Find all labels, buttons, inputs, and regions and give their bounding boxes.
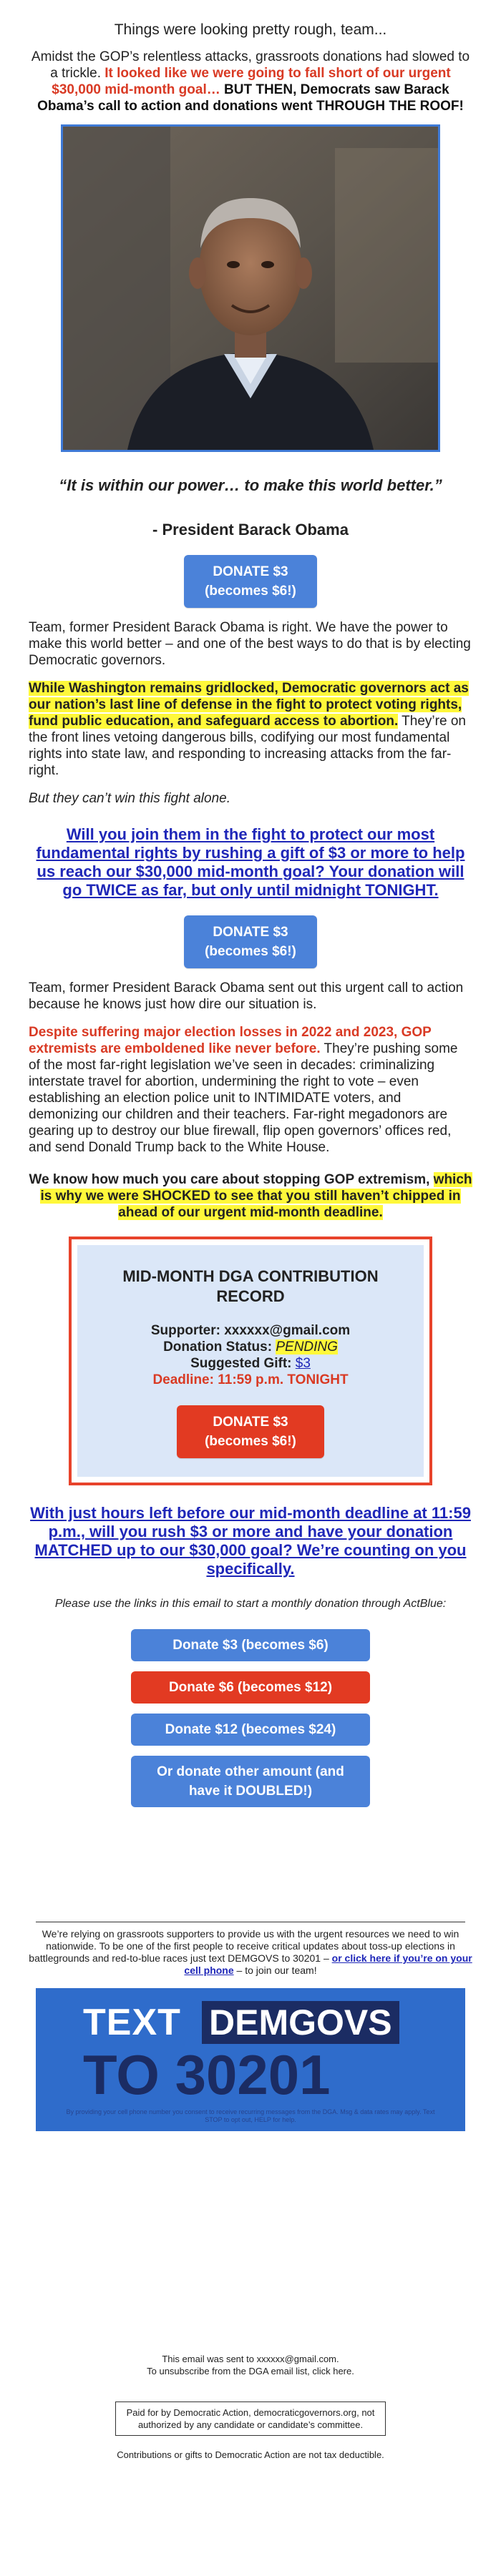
body-italic: But they can’t win this fight alone. bbox=[29, 791, 230, 806]
status-value: PENDING bbox=[276, 1339, 338, 1355]
body-paragraph-2 bbox=[29, 680, 472, 779]
intro-red-text: It looked like we were going to fall short of our urgent $30,000 mid-month goal… bbox=[52, 66, 451, 97]
banner-keyword: DEMGOVS bbox=[202, 2001, 399, 2044]
banner-number: TO 30201 bbox=[83, 2043, 331, 2106]
body-paragraph-4: Team, former President Barack Obama sent out this urgent call to action because he knows just how dire our situation is. bbox=[29, 980, 464, 1012]
body-paragraph-6 bbox=[29, 1171, 472, 1221]
other-label-1: Or donate other amount (and bbox=[157, 1764, 344, 1779]
record-title-1: MID-MONTH DGA CONTRIBUTION bbox=[122, 1267, 379, 1285]
donate-button-middle[interactable] bbox=[184, 915, 317, 968]
donate-button-sublabel: (becomes $6!) bbox=[205, 584, 296, 599]
contribution-record bbox=[69, 1237, 432, 1485]
body-text: They’re on the front lines vetoing dangerous bills, codifying our most fundamental rights into state law, and responding to increasing attacks from the far-right. bbox=[29, 714, 466, 778]
bold-text: We know how much you care about stopping GOP extremism, bbox=[29, 1172, 430, 1187]
grassroots-body: We’re relying on grassroots supporters to provide us with the urgent resources we need to win nationwide. To be one of the first people to receive critical updates about toss-up elections in battlegrounds and red-to-blue races just text DEMGOVS to 30201 – bbox=[29, 1928, 459, 1964]
other-label-2: have it DOUBLED!) bbox=[188, 1784, 313, 1799]
sms-link[interactable]: or click here if you’re on your cell phone bbox=[184, 1952, 472, 1976]
unsubscribe-link[interactable]: To unsubscribe from the DGA email list, click here. bbox=[147, 2366, 354, 2376]
record-status bbox=[92, 1339, 409, 1355]
intro-text: Amidst the GOP’s relentless attacks, grassroots donations had slowed to a trickle. bbox=[31, 49, 470, 81]
banner-fineprint: By providing your cell phone number you consent to receive recurring messages from the DGA. Msg & data rates may apply. Text STOP to opt out, HELP for help. bbox=[66, 2108, 435, 2123]
record-supporter bbox=[92, 1322, 409, 1339]
tax-disclaimer: Contributions or gifts to Democratic Action are not tax deductible. bbox=[117, 2449, 384, 2460]
paid-for-box bbox=[115, 2402, 386, 2436]
gift-link[interactable]: $3 bbox=[295, 1356, 311, 1371]
body-paragraph-5 bbox=[29, 1024, 472, 1156]
donate-amount-button[interactable]: Donate $12 (becomes $24) bbox=[131, 1714, 370, 1746]
red-text: Despite suffering major election losses in 2022 and 2023, GOP extremists are emboldened like never before. bbox=[29, 1025, 432, 1056]
donate-button-label: DONATE $3 bbox=[213, 925, 288, 940]
record-title-2: RECORD bbox=[216, 1287, 285, 1305]
banner-text: TEXT bbox=[83, 2002, 181, 2043]
quote-text: “It is within our power… to make this world better.” bbox=[59, 476, 442, 494]
gift-label: Suggested Gift: bbox=[190, 1356, 292, 1371]
donate-amount-button[interactable]: Donate $3 (becomes $6) bbox=[131, 1629, 370, 1661]
highlight-text: While Washington remains gridlocked, Democratic governors act as our nation’s last line of defense in the fight to protect voting rights, fund public education, and safeguard access to abortion. bbox=[29, 681, 469, 729]
intro-bold-text: BUT THEN, Democrats saw Barack Obama’s call to action and donations went THROUGH THE ROOF! bbox=[37, 82, 464, 114]
donate-button-label: DONATE $3 bbox=[213, 564, 288, 579]
donate-button-sublabel: (becomes $6!) bbox=[205, 1434, 296, 1449]
text-demgovs-banner[interactable] bbox=[36, 1988, 465, 2131]
supporter-value: xxxxxx@gmail.com bbox=[224, 1323, 351, 1338]
status-label: Donation Status: bbox=[163, 1339, 273, 1355]
portrait-photo-icon bbox=[63, 127, 438, 450]
donate-link-1[interactable]: Will you join them in the fight to protect our most fundamental rights by rushing a gift of $3 or more to help us reach our $30,000 mid-month goal? Your donation will go TWICE as far, but only until midnight TONIGHT. bbox=[36, 825, 465, 899]
body-text: They’re pushing some of the most far-right legislation we’ve seen in decades: criminalizing interstate travel for abortion, undermining the right to vote – even establishing an election police unit to INTIMIDATE voters, and demonizing our children and their teachers. Far-right megadonors are gearing up to destroy our blue firewall, flip open governors’ offices red, and send Donald Trump back to the White House. bbox=[29, 1041, 458, 1155]
body-paragraph-1: Team, former President Barack Obama is right. We have the power to make this world better – and one of the best ways to do that is by electing Democratic governors. bbox=[29, 620, 471, 668]
donate-button-record[interactable] bbox=[177, 1405, 324, 1458]
intro-paragraph bbox=[29, 49, 472, 114]
hero-image[interactable] bbox=[61, 124, 440, 452]
donate-button-label: DONATE $3 bbox=[213, 1415, 288, 1430]
donate-amount-button[interactable]: Donate $6 (becomes $12) bbox=[131, 1671, 370, 1704]
donate-button-sublabel: (becomes $6!) bbox=[205, 944, 296, 959]
donate-button-top[interactable] bbox=[184, 555, 317, 608]
highlight-text: which is why we were SHOCKED to see that you still haven’t chipped in ahead of our urgent mid-month deadline. bbox=[40, 1172, 472, 1220]
record-deadline: Deadline: 11:59 p.m. TONIGHT bbox=[152, 1372, 349, 1387]
record-gift bbox=[92, 1355, 409, 1372]
intro-title: Things were looking pretty rough, team... bbox=[114, 21, 387, 38]
grassroots-end: – to join our team! bbox=[233, 1965, 317, 1976]
monthly-note: Please use the links in this email to start a monthly donation through ActBlue: bbox=[54, 1598, 447, 1610]
amount-list bbox=[29, 1629, 472, 1807]
grassroots-text bbox=[29, 1928, 472, 1977]
email-body bbox=[29, 0, 472, 2461]
sent-to-text: This email was sent to xxxxxx@gmail.com. bbox=[162, 2354, 339, 2364]
paid-for-text: Paid for by Democratic Action, democraticgovernors.org, not authorized by any candidate or candidate’s committee. bbox=[126, 2407, 375, 2430]
supporter-label: Supporter: bbox=[150, 1323, 220, 1338]
donate-link-2[interactable]: With just hours left before our mid-month deadline at 11:59 p.m., will you rush $3 or more and have your donation MATCHED up to our $30,000 goal? We’re counting on you specifically. bbox=[30, 1504, 471, 1578]
quote-attribution: - President Barack Obama bbox=[152, 521, 349, 539]
donate-other-button[interactable] bbox=[131, 1756, 370, 1807]
